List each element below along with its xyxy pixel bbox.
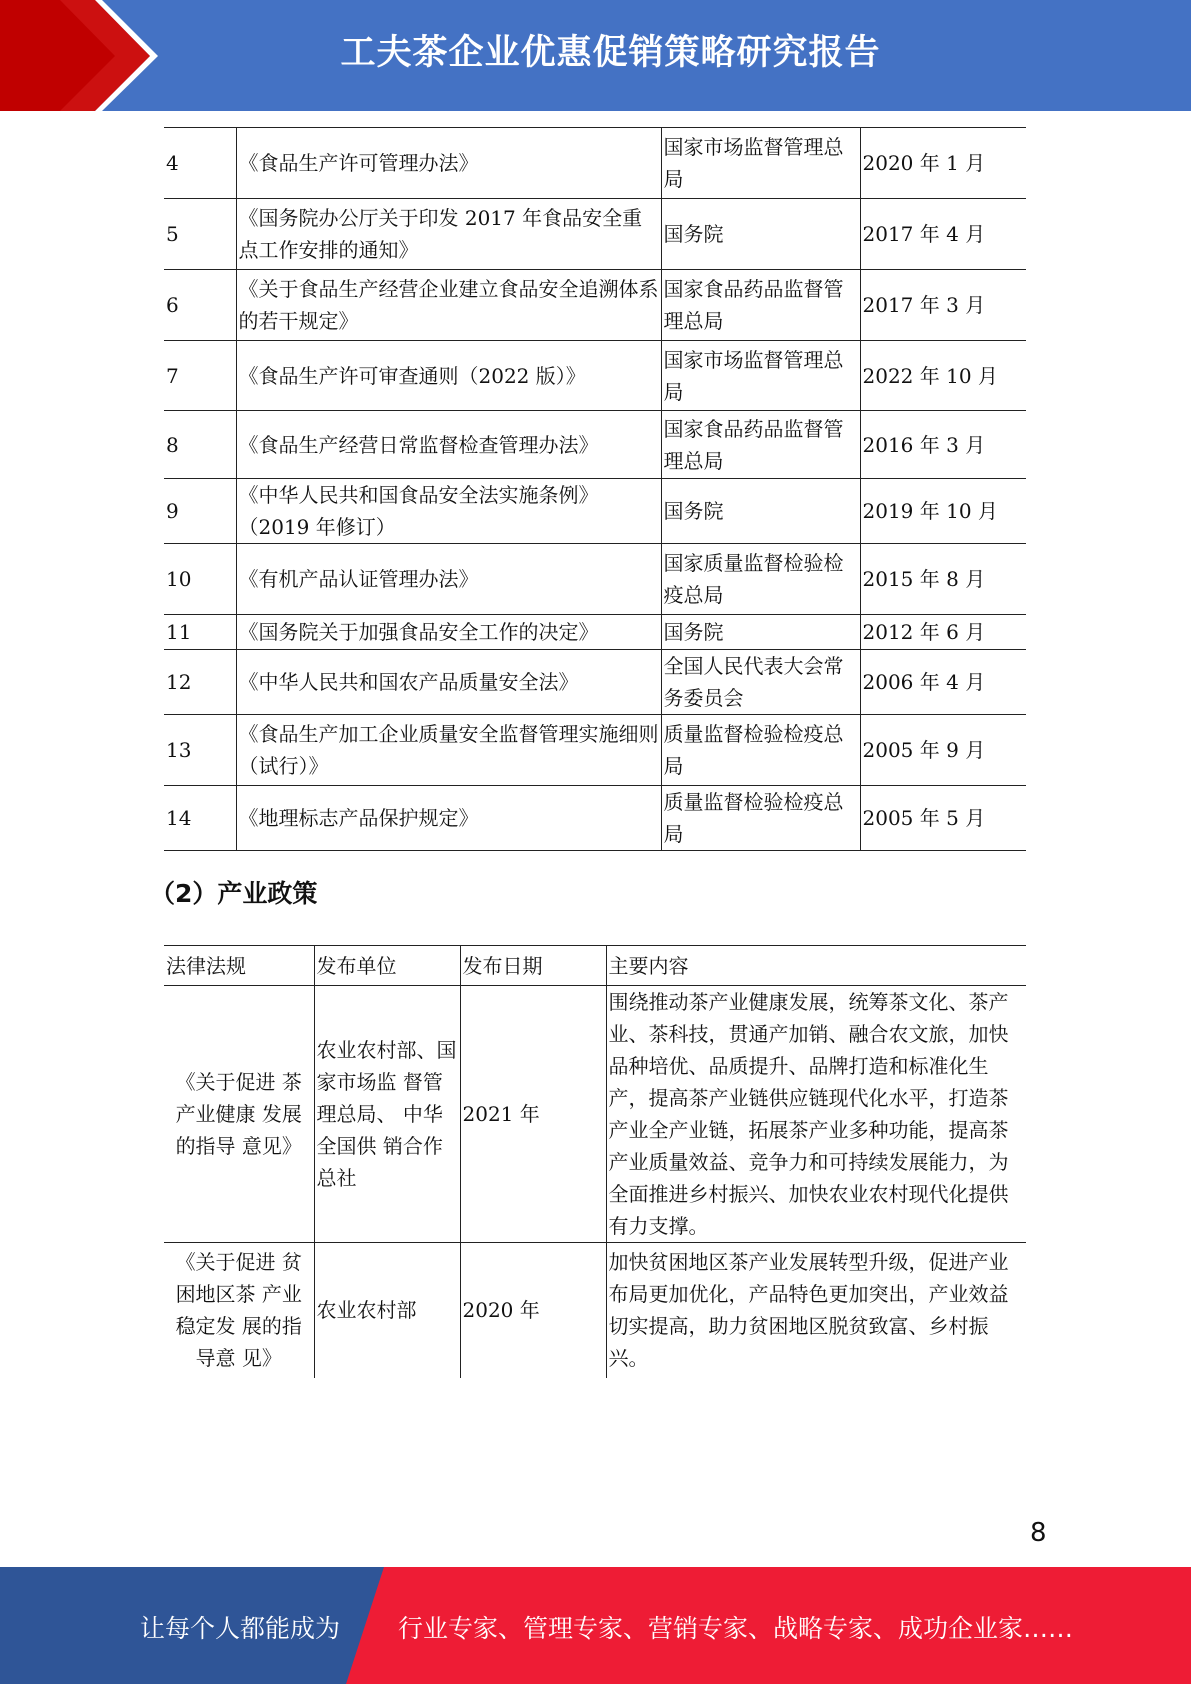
header-date: 发布日期 bbox=[460, 946, 606, 986]
page-header bbox=[0, 0, 1191, 111]
issue-date: 2021 年 bbox=[460, 986, 606, 1243]
report-title: 工夫茶企业优惠促销策略研究报告 bbox=[340, 33, 881, 73]
regulation-name: 《中华人民共和国农产品质量安全法》 bbox=[236, 650, 661, 715]
regulation-name: 《有机产品认证管理办法》 bbox=[236, 544, 661, 615]
page-number: 8 bbox=[1030, 1518, 1047, 1548]
issuer: 国家市场监督管理总局 bbox=[661, 341, 860, 411]
issue-date: 2015 年 8 月 bbox=[860, 544, 1026, 615]
regulation-name: 《食品生产加工企业质量安全监督管理实施细则（试行）》 bbox=[236, 715, 661, 786]
table-row bbox=[164, 544, 1026, 615]
table-row bbox=[164, 986, 1026, 1243]
row-number: 10 bbox=[164, 544, 236, 615]
regulations-table bbox=[164, 127, 1026, 851]
table-row bbox=[164, 199, 1026, 270]
main-content: 加快贫困地区茶产业发展转型升级，促进产业布局更加优化，产品特色更加突出，产业效益切实提高，助力贫困地区脱贫致富、乡村振兴。 bbox=[606, 1243, 1026, 1378]
regulation-name: 《国务院办公厅关于印发 2017 年食品安全重点工作安排的通知》 bbox=[236, 199, 661, 270]
table-row bbox=[164, 128, 1026, 199]
table-row bbox=[164, 786, 1026, 851]
issue-date: 2020 年 bbox=[460, 1243, 606, 1378]
regulation-name: 《食品生产许可管理办法》 bbox=[236, 128, 661, 199]
row-number: 11 bbox=[164, 615, 236, 650]
table-row bbox=[164, 1243, 1026, 1378]
main-content: 围绕推动茶产业健康发展，统筹茶文化、茶产业、茶科技，贯通产加销、融合农文旅，加快品种培优、品质提升、品牌打造和标准化生产，提高茶产业链供应链现代化水平，打造茶产业全产业链，拓展茶产业多种功能，提高茶产业质量效益、竞争力和可持续发展能力，为全面推进乡村振兴、加快农业农村现代化提供有力支撑。 bbox=[606, 986, 1026, 1243]
issuer: 质量监督检验检疫总局 bbox=[661, 715, 860, 786]
issuer: 国务院 bbox=[661, 479, 860, 544]
page-footer bbox=[0, 1567, 1191, 1684]
issuer: 国家食品药品监督管理总局 bbox=[661, 411, 860, 479]
row-number: 5 bbox=[164, 199, 236, 270]
header-law: 法律法规 bbox=[164, 946, 314, 986]
issue-date: 2017 年 3 月 bbox=[860, 270, 1026, 341]
row-number: 14 bbox=[164, 786, 236, 851]
issuer: 国家市场监督管理总局 bbox=[661, 128, 860, 199]
header-content: 主要内容 bbox=[606, 946, 1026, 986]
row-number: 4 bbox=[164, 128, 236, 199]
table-row bbox=[164, 715, 1026, 786]
section-title: （2）产业政策 bbox=[150, 879, 318, 908]
issue-date: 2012 年 6 月 bbox=[860, 615, 1026, 650]
table-row bbox=[164, 411, 1026, 479]
row-number: 12 bbox=[164, 650, 236, 715]
table-header-row bbox=[164, 946, 1026, 986]
issuer: 国务院 bbox=[661, 199, 860, 270]
row-number: 13 bbox=[164, 715, 236, 786]
issue-date: 2006 年 4 月 bbox=[860, 650, 1026, 715]
issuer: 国务院 bbox=[661, 615, 860, 650]
regulation-name: 《食品生产许可审查通则（2022 版）》 bbox=[236, 341, 661, 411]
footer-slogan-right: 行业专家、管理专家、营销专家、战略专家、成功企业家…… bbox=[398, 1614, 1074, 1643]
issuer: 农业农村部 bbox=[314, 1243, 460, 1378]
row-number: 6 bbox=[164, 270, 236, 341]
regulation-name: 《关于食品生产经营企业建立食品安全追溯体系的若干规定》 bbox=[236, 270, 661, 341]
issuer: 国家质量监督检验检疫总局 bbox=[661, 544, 860, 615]
issuer: 国家食品药品监督管理总局 bbox=[661, 270, 860, 341]
issue-date: 2022 年 10 月 bbox=[860, 341, 1026, 411]
table-row bbox=[164, 341, 1026, 411]
issuer: 农业农村部、国家市场监 督管理总局、 中华全国供 销合作总社 bbox=[314, 986, 460, 1243]
issue-date: 2019 年 10 月 bbox=[860, 479, 1026, 544]
law-name: 《关于促进 贫困地区茶 产业稳定发 展的指导意 见》 bbox=[175, 1250, 302, 1371]
table-row bbox=[164, 650, 1026, 715]
table-row bbox=[164, 615, 1026, 650]
table-row bbox=[164, 479, 1026, 544]
row-number: 7 bbox=[164, 341, 236, 411]
regulation-name: 《食品生产经营日常监督检查管理办法》 bbox=[236, 411, 661, 479]
issue-date: 2005 年 9 月 bbox=[860, 715, 1026, 786]
issue-date: 2016 年 3 月 bbox=[860, 411, 1026, 479]
row-number: 8 bbox=[164, 411, 236, 479]
issue-date: 2020 年 1 月 bbox=[860, 128, 1026, 199]
regulation-name: 《中华人民共和国食品安全法实施条例》（2019 年修订） bbox=[236, 479, 661, 544]
regulation-name: 《地理标志产品保护规定》 bbox=[236, 786, 661, 851]
issue-date: 2017 年 4 月 bbox=[860, 199, 1026, 270]
table-row bbox=[164, 270, 1026, 341]
header-issuer: 发布单位 bbox=[314, 946, 460, 986]
row-number: 9 bbox=[164, 479, 236, 544]
industry-policy-table bbox=[164, 945, 1026, 1378]
issuer: 全国人民代表大会常务委员会 bbox=[661, 650, 860, 715]
issue-date: 2005 年 5 月 bbox=[860, 786, 1026, 851]
footer-slogan-left: 让每个人都能成为 bbox=[140, 1614, 341, 1643]
law-name: 《关于促进 茶产业健康 发展的指导 意见》 bbox=[164, 986, 314, 1243]
issuer: 质量监督检验检疫总局 bbox=[661, 786, 860, 851]
regulation-name: 《国务院关于加强食品安全工作的决定》 bbox=[236, 615, 661, 650]
